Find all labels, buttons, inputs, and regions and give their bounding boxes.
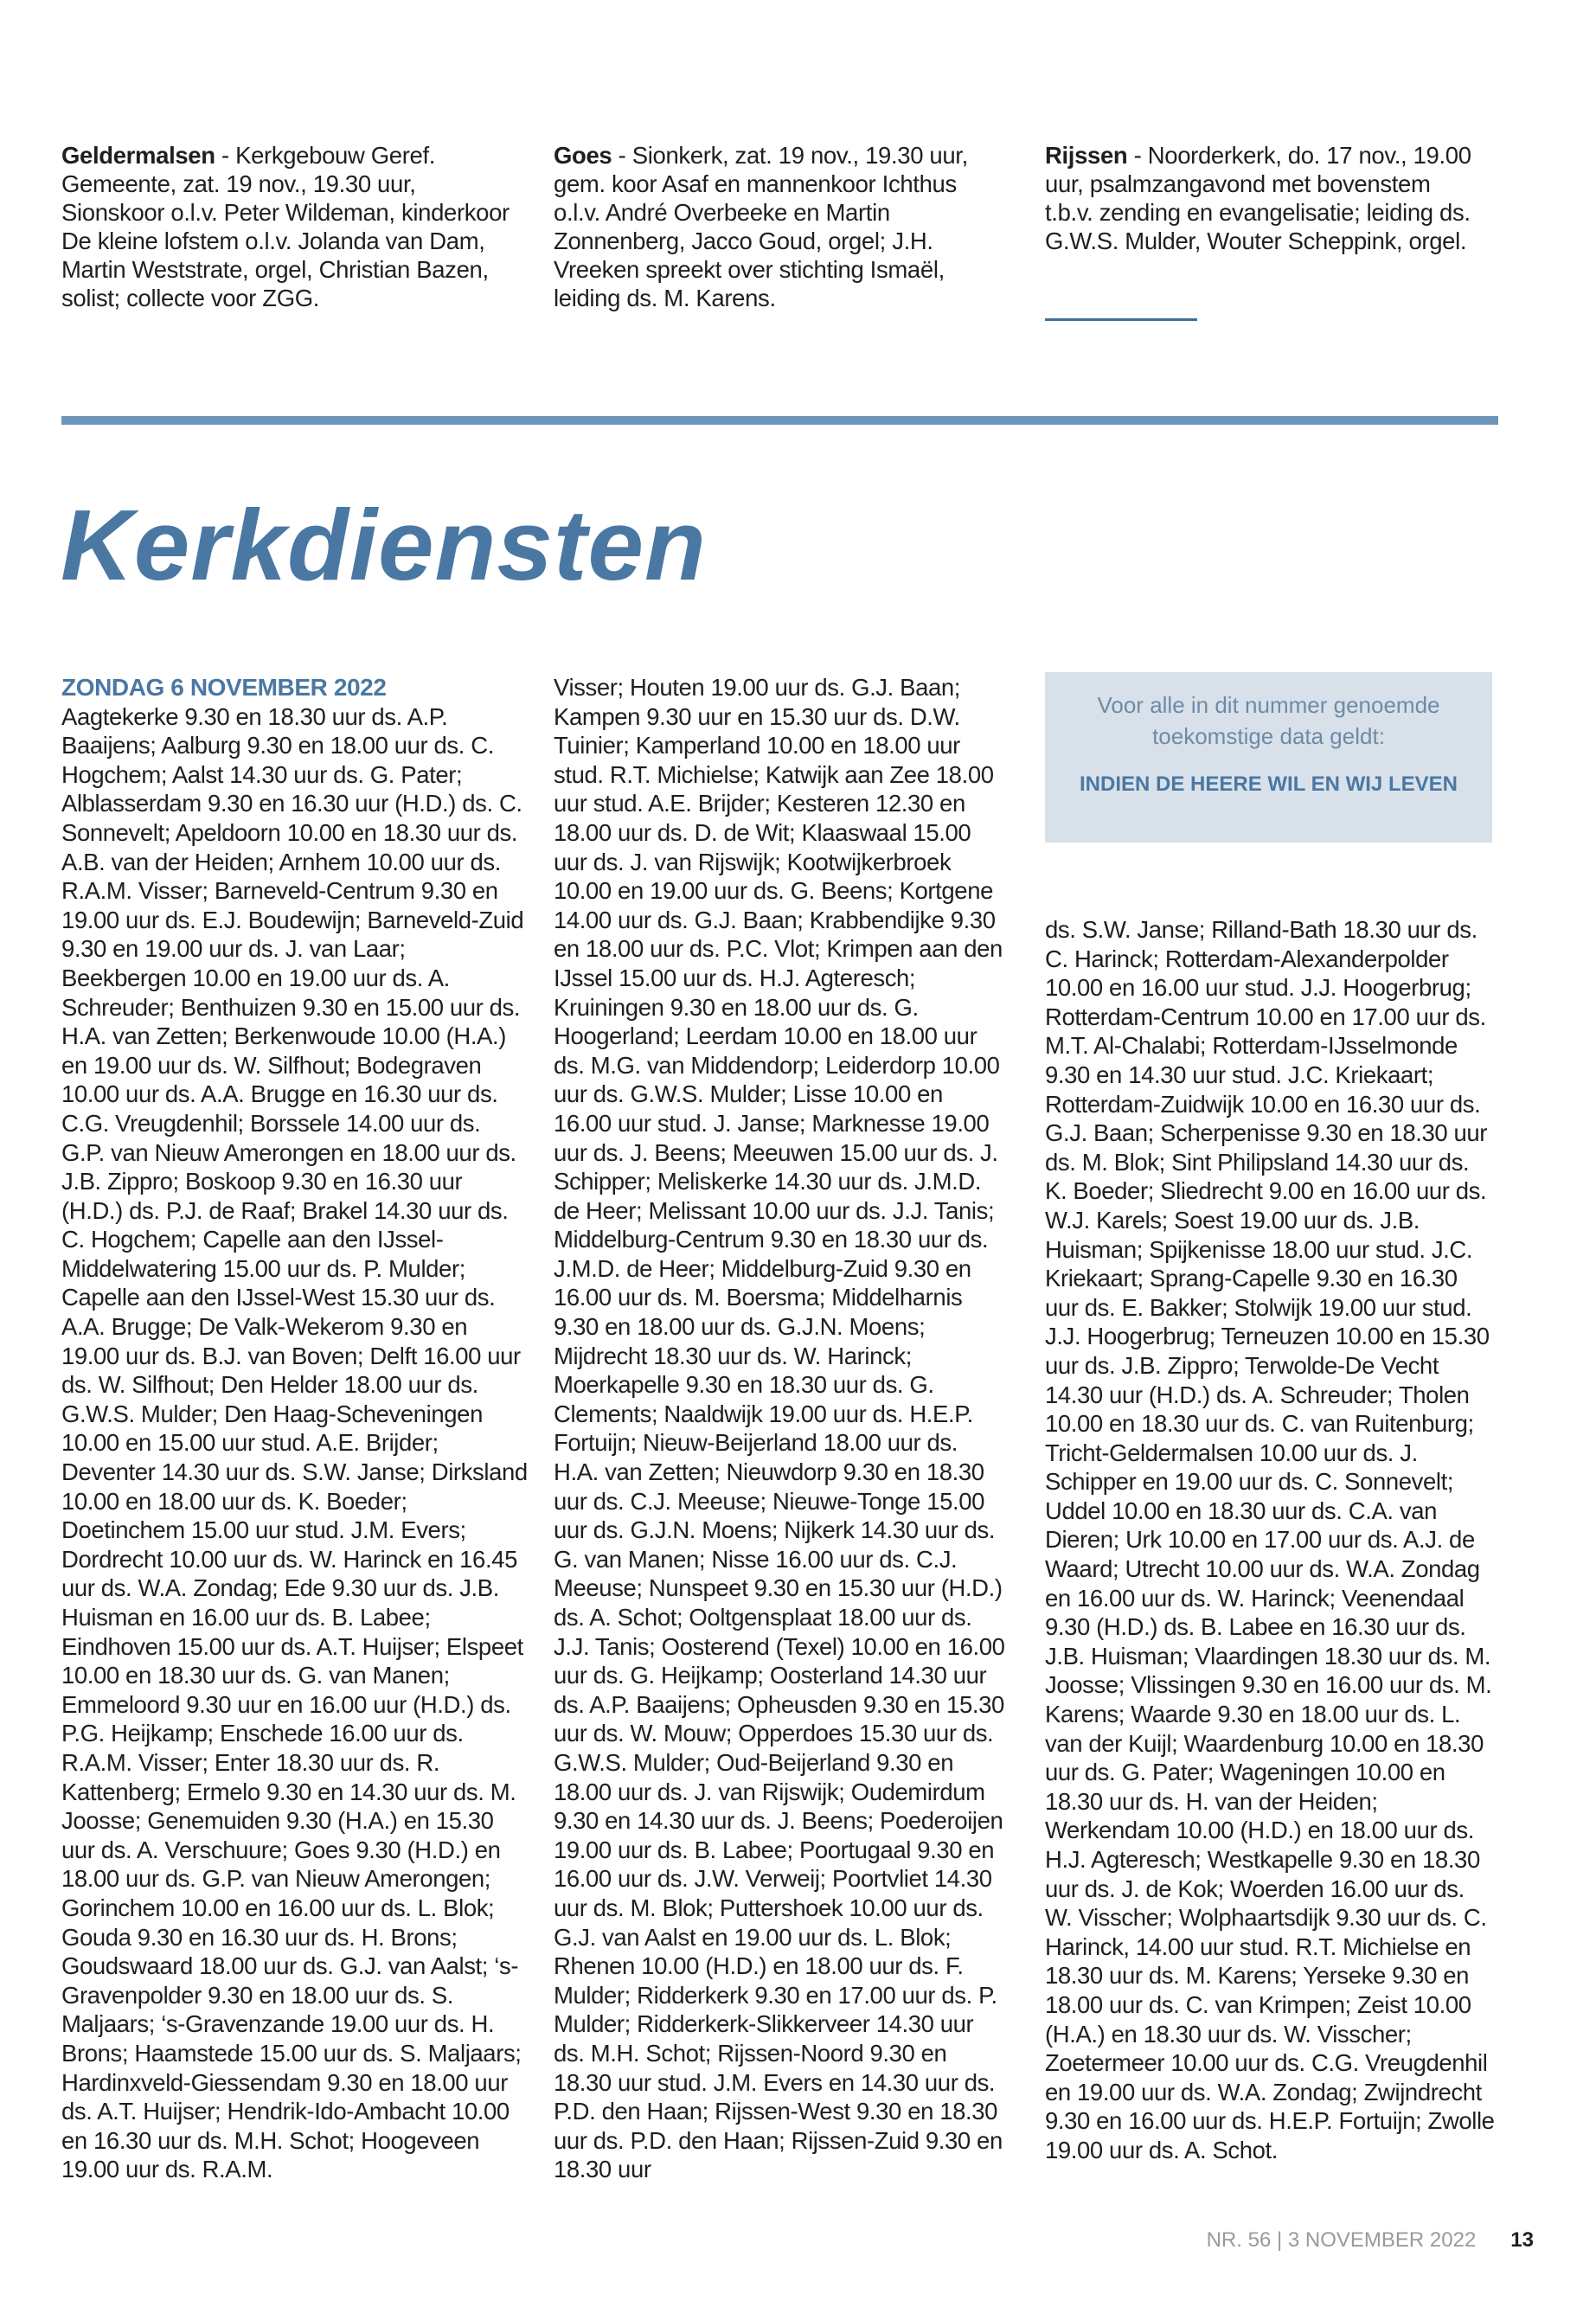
notice-line-1: Voor alle in dit nummer genoemde <box>1097 692 1440 718</box>
date-heading: ZONDAG 6 NOVEMBER 2022 <box>61 674 387 701</box>
page-footer <box>1207 2228 1534 2253</box>
issue-info: NR. 56 | 3 NOVEMBER 2022 <box>1206 2228 1477 2252</box>
event-details: - Noorderkerk, do. 17 nov., 19.00 uur, psalmzangavond met bovenstem t.b.v. zending en evangelisatie; leiding ds. G.W.S. Mulder, Wouter Scheppink, orgel. <box>1045 142 1471 254</box>
event-goes <box>554 141 990 312</box>
event-details: - Kerkgebouw Geref. Gemeente, zat. 19 nov., 19.30 uur, Sionskoor o.l.v. Peter Wildeman, kinderkoor De kleine lofstem o.l.v. Jolanda van Dam, Martin Weststrate, orgel, Christian Bazen, solist; collecte voor ZGG. <box>61 142 510 311</box>
notice-line-2: toekomstige data geldt: <box>1152 723 1385 749</box>
event-geldermalsen <box>61 141 520 312</box>
services-text: ds. S.W. Janse; Rilland-Bath 18.30 uur ds. C. Harinck; Rotterdam-Alexanderpolder 10.00 en 16.00 uur stud. J.J. Hoogerbrug; Rotterdam-Centrum 10.00 en 17.00 uur ds. M.T. Al-Chalabi; Rotterdam-IJsselmonde 9.30 en 14.30 uur stud. J.C. Kriekaart; Rotterdam-Zuidwijk 10.00 en 16.30 uur ds. G.J. Baan; Scherpenisse 9.30 en 18.30 uur ds. M. Blok; Sint Philipsland 14.30 uur ds. K. Boeder; Sliedrecht 9.00 en 16.00 uur ds. W.J. Karels; Soest 19.00 uur ds. J.B. Huisman; Spijkenisse 18.00 uur stud. J.C. Kriekaart; Sprang-Capelle 9.30 en 16.30 uur ds. E. Bakker; Stolwijk 19.00 uur stud. J.J. Hoogerbrug; Terneuzen 10.00 en 15.30 uur ds. J.B. Zippro; Terwolde-De Vecht 14.30 uur (H.D.) ds. A. Schreuder; Tholen 10.00 en 18.30 uur ds. C. van Ruitenburg; Tricht-Geldermalsen 10.00 uur ds. J. Schipper en 19.00 uur ds. C. Sonnevelt; Uddel 10.00 en 18.30 uur ds. C.A. van Dieren; Urk 10.00 en 17.00 uur ds. A.J. de Waard; Utrecht 10.00 uur ds. W.A. Zondag en 16.00 uur ds. W. Harinck; Veenendaal 9.30 (H.D.) ds. B. Labee en 16.30 uur ds. J.B. Huisman; Vlaardingen 18.30 uur ds. M. Joosse; Vlissingen 9.30 en 16.00 uur ds. M. Karens; Waarde 9.30 en 18.00 uur ds. L. van der Kuijl; Waardenburg 10.00 en 18.30 uur ds. G. Pater; Wageningen 10.00 en 18.30 uur ds. H. van der Heiden; Werkendam 10.00 (H.D.) en 18.00 uur ds. H.J. Agteresch; Westkapelle 9.30 en 18.30 uur ds. J. de Kok; Woerden 16.00 uur ds. W. Visscher; Wolphaartsdijk 9.30 uur ds. C. Harinck, 14.00 uur stud. R.T. Michielse en 18.30 uur ds. M. Karens; Yerseke 9.30 en 18.00 uur ds. C. van Krimpen; Zeist 10.00 (H.A.) en 18.30 uur ds. W. Visscher; Zoetermeer 10.00 uur ds. C.G. Vreugdenhil en 19.00 uur ds. W.A. Zondag; Zwijndrecht 9.30 en 16.00 uur ds. H.E.P. Fortuijn; Zwolle 19.00 uur ds. A. Schot. <box>1045 916 1495 2163</box>
event-place: Geldermalsen <box>61 142 215 169</box>
services-text: Aagtekerke 9.30 en 18.30 uur ds. A.P. Baaijens; Aalburg 9.30 en 18.00 uur ds. C. Hogchem; Aalst 14.30 uur ds. G. Pater; Alblasserdam 9.30 en 16.30 uur (H.D.) ds. C. Sonnevelt; Apeldoorn 10.00 en 18.30 uur ds. A.B. van der Heiden; Arnhem 10.00 uur ds. R.A.M. Visser; Barneveld-Centrum 9.30 en 19.00 uur ds. E.J. Boudewijn; Barneveld-Zuid 9.30 en 19.00 uur ds. J. van Laar; Beekbergen 10.00 en 19.00 uur ds. A. Schreuder; Benthuizen 9.30 en 15.00 uur ds. H.A. van Zetten; Berkenwoude 10.00 (H.A.) en 19.00 uur ds. W. Silfhout; Bodegraven 10.00 uur ds. A.A. Brugge en 16.30 uur ds. C.G. Vreugdenhil; Borssele 14.00 uur ds. G.P. van Nieuw Amerongen en 18.00 uur ds. J.B. Zippro; Boskoop 9.30 en 16.30 uur (H.D.) ds. P.J. de Raaf; Brakel 14.30 uur ds. C. Hogchem; Capelle aan den IJssel-Middelwatering 15.00 uur ds. P. Mulder; Capelle aan den IJssel-West 15.30 uur ds. A.A. Brugge; De Valk-Wekerom 9.30 en 19.00 uur ds. B.J. van Boven; Delft 16.00 uur ds. W. Silfhout; Den Helder 18.00 uur ds. G.W.S. Mulder; Den Haag-Scheveningen 10.00 en 15.00 uur stud. A.E. Brijder; Deventer 14.30 uur ds. S.W. Janse; Dirksland 10.00 en 18.00 uur ds. K. Boeder; Doetinchem 15.00 uur stud. J.M. Evers; Dordrecht 10.00 uur ds. W. Harinck en 16.45 uur ds. W.A. Zondag; Ede 9.30 uur ds. J.B. Huisman en 16.00 uur ds. B. Labee; Eindhoven 15.00 uur ds. A.T. Huijser; Elspeet 10.00 en 18.30 uur ds. G. van Manen; Emmeloord 9.30 uur en 16.00 uur (H.D.) ds. P.G. Heijkamp; Enschede 16.00 uur ds. R.A.M. Visser; Enter 18.30 uur ds. R. Kattenberg; Ermelo 9.30 en 14.30 uur ds. M. Joosse; Genemuiden 9.30 (H.A.) en 15.30 uur ds. A. Verschuure; Goes 9.30 (H.D.) en 18.00 uur ds. G.P. van Nieuw Amerongen; Gorinchem 10.00 en 16.00 uur ds. L. Blok; Gouda 9.30 en 16.30 uur ds. H. Brons; Goudswaard 18.00 uur ds. G.J. van Aalst; ‘s-Gravenpolder 9.30 en 18.00 uur ds. S. Maljaars; ‘s-Gravenzande 19.00 uur ds. H. Brons; Haamstede 15.00 uur ds. S. Maljaars; Hardinxveld-Giessendam 9.30 en 18.00 uur ds. A.T. Huijser; Hendrik-Ido-Ambacht 10.00 en 16.30 uur ds. M.H. Schot; Hoogeveen 19.00 uur ds. R.A.M. <box>61 702 528 2183</box>
notice-box <box>1045 672 1492 843</box>
page-number: 13 <box>1510 2228 1534 2252</box>
event-end-rule <box>1045 318 1197 321</box>
section-divider <box>61 416 1498 425</box>
notice-emphasis: INDIEN DE HEERE WIL EN WIJ LEVEN <box>1080 772 1458 796</box>
services-column-2 <box>554 673 1005 2184</box>
event-rijssen <box>1045 141 1482 255</box>
services-column-3 <box>1045 915 1497 2165</box>
event-place: Goes <box>554 142 612 169</box>
event-details: - Sionkerk, zat. 19 nov., 19.30 uur, gem. koor Asaf en mannenkoor Ichthus o.l.v. André Overbeeke en Martin Zonnenberg, Jacco Goud, orgel; J.H. Vreeken spreekt over stichting Ismaël, leiding ds. M. Karens. <box>554 142 968 311</box>
services-column-1 <box>61 673 529 2184</box>
event-place: Rijssen <box>1045 142 1128 169</box>
services-text: Visser; Houten 19.00 uur ds. G.J. Baan; Kampen 9.30 uur en 15.30 uur ds. D.W. Tuinier; Kamperland 10.00 en 18.00 uur stud. R.T. Michielse; Katwijk aan Zee 18.00 uur stud. A.E. Brijder; Kesteren 12.30 en 18.00 uur ds. D. de Wit; Klaaswaal 15.00 uur ds. J. van Rijswijk; Kootwijkerbroek 10.00 en 19.00 uur ds. G. Beens; Kortgene 14.00 uur ds. G.J. Baan; Krabbendijke 9.30 en 18.00 uur ds. P.C. Vlot; Krimpen aan den IJssel 15.00 uur ds. H.J. Agteresch; Kruiningen 9.30 en 18.00 uur ds. G. Hoogerland; Leerdam 10.00 en 18.00 uur ds. M.G. van Middendorp; Leiderdorp 10.00 uur ds. G.W.S. Mulder; Lisse 10.00 en 16.00 uur stud. J. Janse; Marknesse 19.00 uur ds. J. Beens; Meeuwen 15.00 uur ds. J. Schipper; Meliskerke 14.30 uur ds. J.M.D. de Heer; Melissant 10.00 uur ds. J.J. Tanis; Middelburg-Centrum 9.30 en 18.30 uur ds. J.M.D. de Heer; Middelburg-Zuid 9.30 en 16.00 uur ds. M. Boersma; Middelharnis 9.30 en 18.00 uur ds. G.J.N. Moens; Mijdrecht 18.30 uur ds. W. Harinck; Moerkapelle 9.30 en 18.30 uur ds. G. Clements; Naaldwijk 19.00 uur ds. H.E.P. Fortuijn; Nieuw-Beijerland 18.00 uur ds. H.A. van Zetten; Nieuwdorp 9.30 en 18.30 uur ds. C.J. Meeuse; Nieuwe-Tonge 15.00 uur ds. G.J.N. Moens; Nijkerk 14.30 uur ds. G. van Manen; Nisse 16.00 uur ds. C.J. Meeuse; Nunspeet 9.30 en 15.30 uur (H.D.) ds. A. Schot; Ooltgensplaat 18.00 uur ds. J.J. Tanis; Oosterend (Texel) 10.00 en 16.00 uur ds. G. Heijkamp; Oosterland 14.30 uur ds. A.P. Baaijens; Opheusden 9.30 en 15.30 uur ds. W. Mouw; Opperdoes 15.30 uur ds. G.W.S. Mulder; Oud-Beijerland 9.30 en 18.00 uur ds. J. van Rijswijk; Oudemirdum 9.30 en 14.30 uur ds. J. Beens; Poederoijen 19.00 uur ds. B. Labee; Poortugaal 9.30 en 16.00 uur ds. J.W. Verweij; Poortvliet 14.30 uur ds. M. Blok; Puttershoek 10.00 uur ds. G.J. van Aalst en 19.00 uur ds. L. Blok; Rhenen 10.00 (H.D.) en 18.00 uur ds. F. Mulder; Ridderkerk 9.30 en 17.00 uur ds. P. Mulder; Ridderkerk-Slikkerveer 14.30 uur ds. M.H. Schot; Rijssen-Noord 9.30 en 18.30 uur stud. J.M. Evers en 14.30 uur ds. P.D. den Haan; Rijssen-West 9.30 en 18.30 uur ds. P.D. den Haan; Rijssen-Zuid 9.30 en 18.30 uur <box>554 674 1005 2183</box>
section-title: Kerkdiensten <box>61 489 707 601</box>
